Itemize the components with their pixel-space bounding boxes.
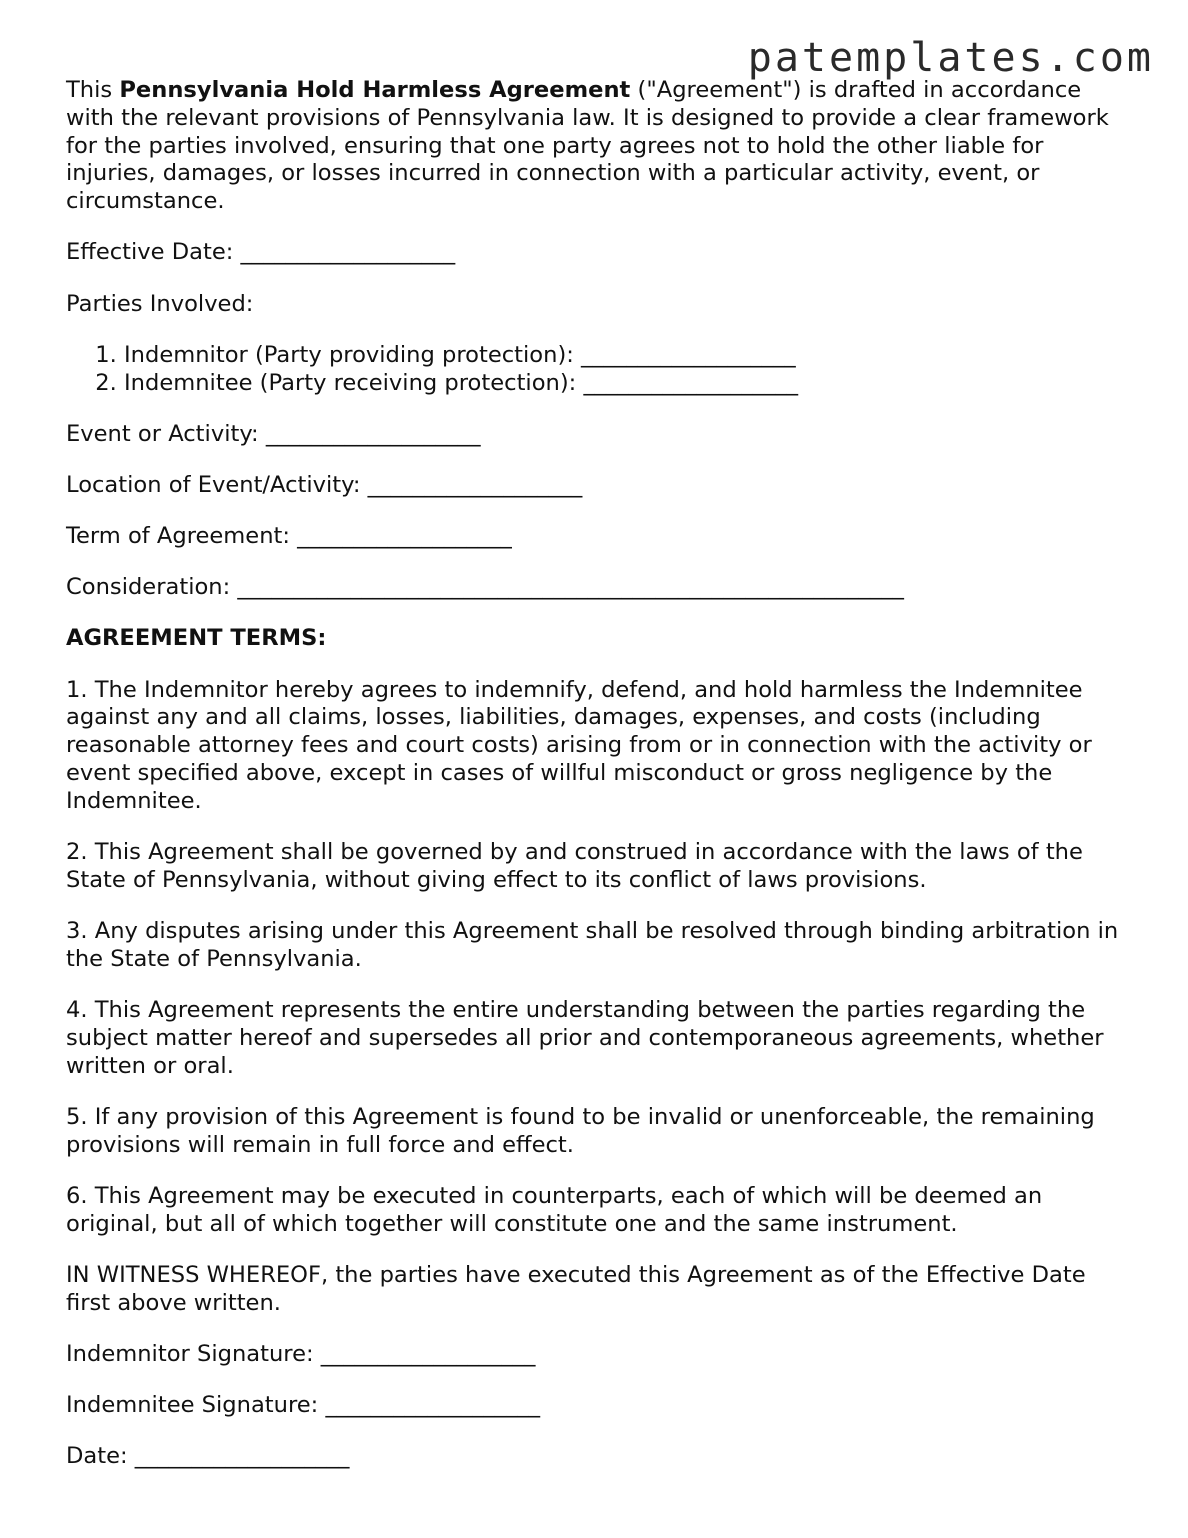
term-paragraph-3: 3. Any disputes arising under this Agreement shall be resolved through binding arbitration in the State of Pennsylvania. <box>66 918 1119 972</box>
witness-paragraph: IN WITNESS WHEREOF, the parties have executed this Agreement as of the Effective Date first above written. <box>66 1261 1086 1316</box>
term-paragraph-2: 2. This Agreement shall be governed by and construed in accordance with the laws of the State of Pennsylvania, without giving effect to its conflict of laws provisions. <box>66 839 1083 893</box>
effective-date-field[interactable]: Effective Date: ___________________ <box>66 239 456 266</box>
term-paragraph-6: 6. This Agreement may be executed in counterparts, each of which will be deemed an original, but all of which together will constitute one and the same instrument. <box>66 1182 1043 1237</box>
watermark-logo: patemplates.com <box>747 35 1154 81</box>
term-paragraph-1: 1. The Indemnitor hereby agrees to indemnify, defend, and hold harmless the Indemnitee against any and all claims, losses, liabilities, damages, expenses, and costs (including reasonable attorney fees and court costs) arising from or in connection with the activity or event specified above, except in cases of willful misconduct or gross negligence by the Indemnitee. <box>66 676 1092 814</box>
party-indemnitee-field[interactable]: 2. Indemnitee (Party receiving protection): ___________________ <box>124 370 1136 398</box>
indemnitee-signature-field[interactable]: Indemnitee Signature: ___________________ <box>66 1391 541 1418</box>
terms-heading: AGREEMENT TERMS: <box>66 625 327 652</box>
term-paragraph-5: 5. If any provision of this Agreement is found to be invalid or unenforceable, the remaining provisions will remain in full force and effect. <box>66 1103 1095 1158</box>
document-title: Pennsylvania Hold Harmless Agreement <box>119 77 631 103</box>
parties-list <box>66 342 1136 398</box>
intro-rest: ("Agreement") is drafted in accordance with the relevant provisions of Pennsylvania law. It is designed to provide a clear framework for the parties involved, ensuring that one party agrees not to hold the other liable for injuries, damages, or losses incurred in connection with a particular activity, event, or circumstance. <box>66 77 1109 215</box>
term-field[interactable]: Term of Agreement: ___________________ <box>66 523 512 550</box>
consideration-field[interactable]: Consideration: ___________________________________________________________ <box>66 574 904 601</box>
document-body <box>66 77 1136 1494</box>
location-field[interactable]: Location of Event/Activity: ___________________ <box>66 471 583 498</box>
parties-label: Parties Involved: <box>66 290 254 317</box>
signature-date-field[interactable]: Date: ___________________ <box>66 1443 350 1470</box>
party-indemnitor-field[interactable]: 1. Indemnitor (Party providing protection): ___________________ <box>124 342 1136 370</box>
event-field[interactable]: Event or Activity: ___________________ <box>66 420 481 447</box>
intro-lead: This <box>66 77 120 103</box>
term-paragraph-4: 4. This Agreement represents the entire understanding between the parties regarding the subject matter hereof and supersedes all prior and contemporaneous agreements, whether written or oral. <box>66 997 1104 1079</box>
intro-paragraph <box>66 77 1136 216</box>
indemnitor-signature-field[interactable]: Indemnitor Signature: ___________________ <box>66 1340 536 1367</box>
